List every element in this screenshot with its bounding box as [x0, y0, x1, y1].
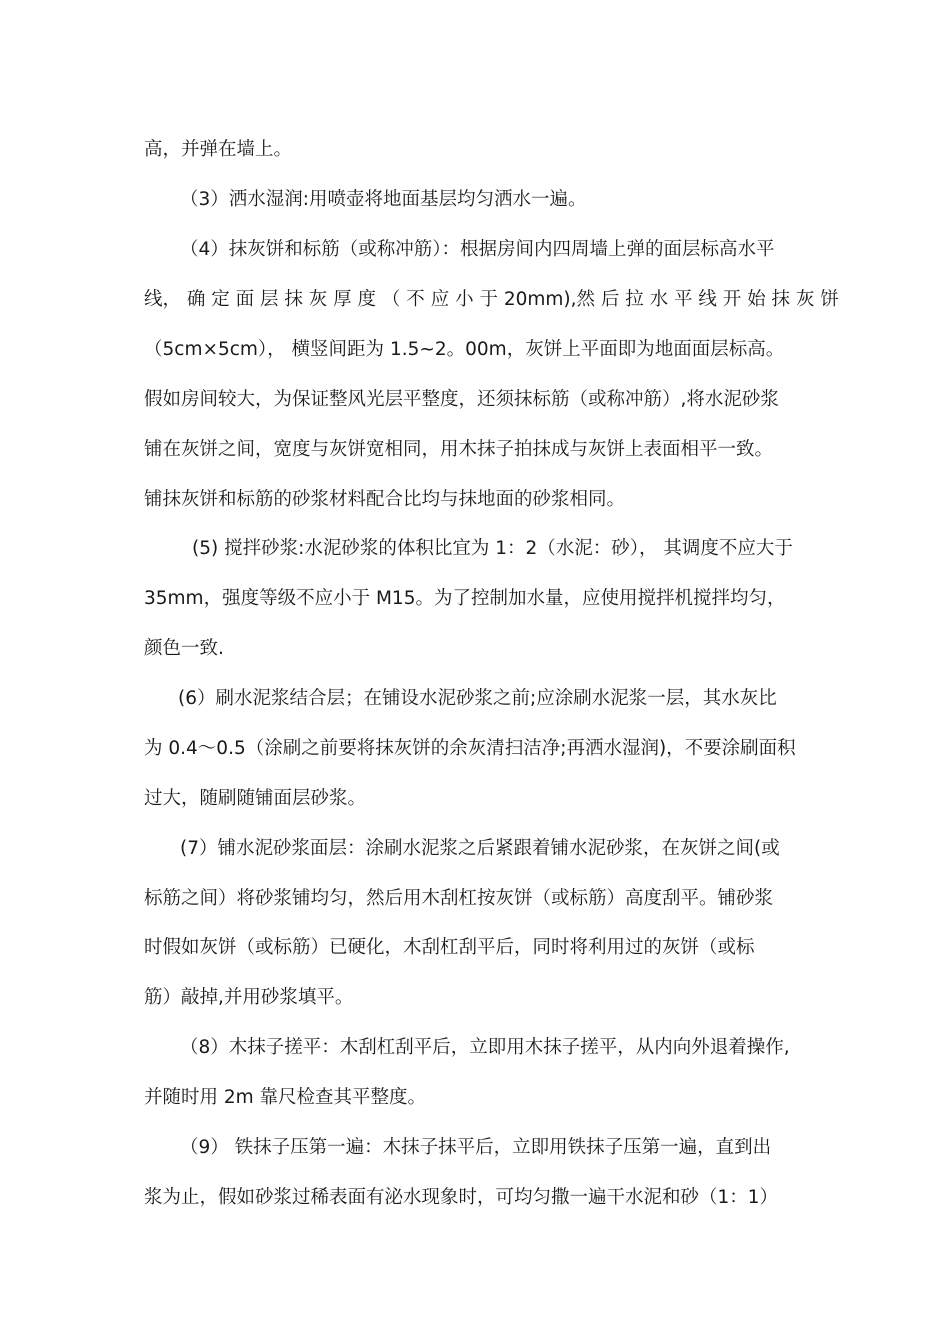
text-line: 时假如灰饼（或标筋）已硬化，木刮杠刮平后，同时将利用过的灰饼（或标 — [144, 937, 755, 958]
text-line: （8）木抹子搓平：木刮杠刮平后，立即用木抹子搓平，从内向外退着操作, — [180, 1037, 790, 1058]
text-line: （9） 铁抹子压第一遍：木抹子抹平后，立即用铁抹子压第一遍，直到出 — [180, 1137, 772, 1158]
text-line: 过大，随刷随铺面层砂浆。 — [144, 788, 367, 809]
text-line: 为 0.4～0.5（涂刷之前要将抹灰饼的余灰清扫洁净;再洒水湿润)，不要涂刷面积 — [144, 738, 796, 759]
text-line: 35mm，强度等级不应小于 M15。为了控制加水量，应使用搅拌机搅拌均匀， — [144, 588, 786, 609]
text-line: 铺抹灰饼和标筋的砂浆材料配合比均与抹地面的砂浆相同。 — [144, 489, 626, 510]
text-line: 浆为止，假如砂浆过稀表面有泌水现象时，可均匀撒一遍干水泥和砂（1：1） — [144, 1187, 779, 1208]
text-line: （5cm×5cm）， 横竖间距为 1.5~2。00m，灰饼上平面即为地面面层标高。 — [144, 339, 785, 360]
text-line: 线， 确 定 面 层 抹 灰 厚 度 （ 不 应 小 于 20mm),然 后 拉 水 平 线 开 始 抹 灰 饼 — [144, 289, 839, 310]
text-line: 铺在灰饼之间，宽度与灰饼宽相同，用木抹子拍抹成与灰饼上表面相平一致。 — [144, 439, 774, 460]
text-line: 假如房间较大，为保证整风光层平整度，还须抹标筋（或称冲筋）,将水泥砂浆 — [144, 389, 779, 410]
text-line: 颜色一致. — [144, 638, 224, 659]
text-line: 筋）敲掉,并用砂浆填平。 — [144, 987, 354, 1008]
text-line: (5) 搅拌砂浆:水泥砂浆的体积比宜为 1：2（水泥：砂）， 其调度不应大于 — [192, 538, 793, 559]
text-line: (7）铺水泥砂浆面层：涂刷水泥浆之后紧跟着铺水泥砂浆，在灰饼之间(或 — [180, 838, 780, 859]
text-line: 并随时用 2m 靠尺检查其平整度。 — [144, 1087, 427, 1108]
text-line: 标筋之间）将砂浆铺均匀，然后用木刮杠按灰饼（或标筋）高度刮平。铺砂浆 — [144, 888, 774, 909]
text-line: (6）刷水泥浆结合层；在铺设水泥砂浆之前;应涂刷水泥浆一层，其水灰比 — [178, 688, 777, 709]
text-line: （4）抹灰饼和标筋（或称冲筋）：根据房间内四周墙上弹的面层标高水平 — [180, 239, 775, 260]
text-line: （3）洒水湿润:用喷壶将地面基层均匀洒水一遍。 — [180, 189, 587, 210]
text-line: 高，并弹在墙上。 — [144, 139, 293, 160]
